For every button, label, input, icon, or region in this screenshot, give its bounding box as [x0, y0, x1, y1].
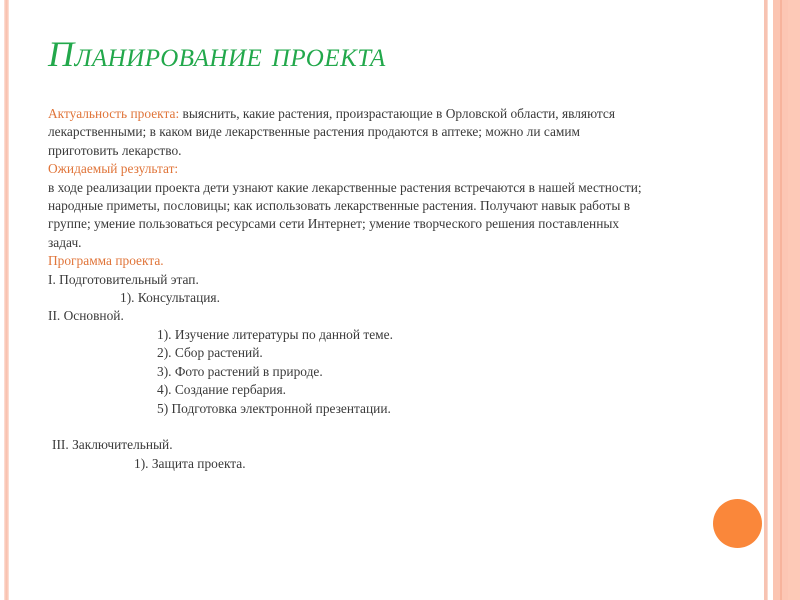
- expected-result-line-3: группе; умение пользоваться ресурсами сети Интернет; умение творческого решения поставленных: [48, 216, 620, 232]
- stage-step: 4). Создание гербария.: [157, 382, 286, 398]
- right-border-stripe: [788, 0, 800, 600]
- slide-title: Планирование проекта: [48, 34, 386, 74]
- expected-result-line-2: народные приметы, пословицы; как использовать лекарственные растения. Получают навык работы в: [48, 198, 631, 214]
- stage-step: 3). Фото растений в природе.: [157, 363, 323, 379]
- stage-step: 1). Изучение литературы по данной теме.: [157, 326, 393, 342]
- stage-step: 1). Консультация.: [120, 290, 220, 306]
- stage-step: 2). Сбор растений.: [157, 345, 263, 361]
- spacer: [48, 418, 748, 436]
- decorative-circle: [713, 499, 762, 548]
- relevance-line-3: приготовить лекарство.: [48, 142, 182, 158]
- relevance-label: Актуальность проекта:: [48, 106, 180, 121]
- left-border-stripe: [4, 0, 9, 600]
- relevance-line-2: лекарственными; в каком виде лекарственные растения продаются в аптеке; можно ли самим: [48, 124, 581, 140]
- stage-title: III. Заключительный.: [52, 437, 173, 453]
- expected-result-label: Ожидаемый результат:: [48, 161, 179, 177]
- program-label: Программа проекта.: [48, 253, 164, 269]
- stage-title: II. Основной.: [48, 308, 124, 324]
- expected-result-line-1: в ходе реализации проекта дети узнают какие лекарственные растения встречаются в нашей местности;: [48, 179, 642, 195]
- right-border-stripe: [773, 0, 780, 600]
- relevance-line-1: [48, 105, 748, 123]
- relevance-text: выяснить, какие растения, произрастающие в Орловской области, являются: [179, 106, 616, 121]
- stage-step: 5) Подготовка электронной презентации.: [157, 400, 391, 416]
- expected-result-line-4: задач.: [48, 234, 82, 250]
- stage-step: 1). Защита проекта.: [134, 455, 246, 471]
- stage-title: I. Подготовительный этап.: [48, 271, 199, 287]
- right-border-stripe: [767, 0, 768, 600]
- slide-body: [48, 105, 748, 473]
